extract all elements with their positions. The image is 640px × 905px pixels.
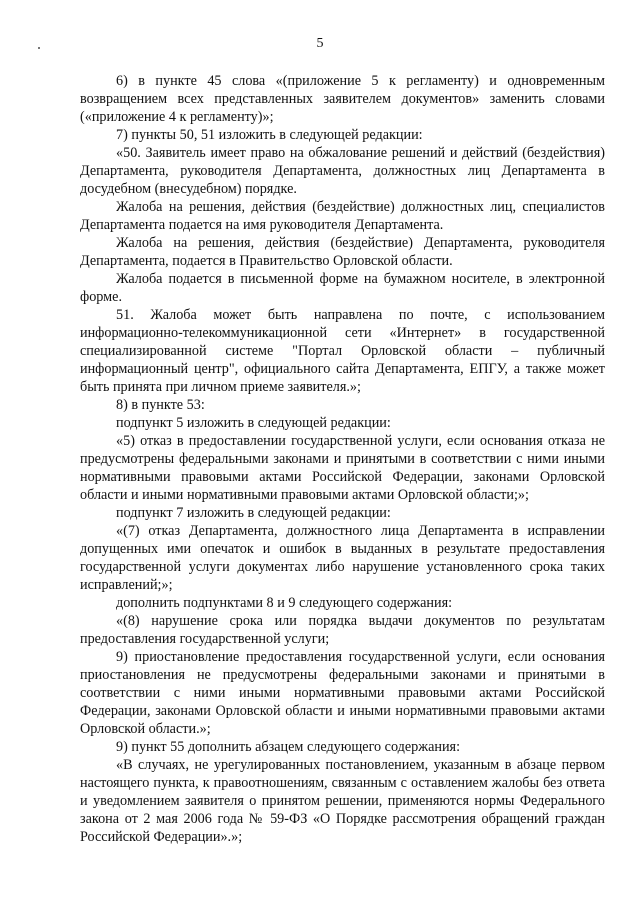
paragraph: 9) пункт 55 дополнить абзацем следующего содержания: [116, 739, 461, 755]
paragraph: «(8) нарушение срока или порядка выдачи документов по результатам предоставления государственной услуги; [80, 613, 605, 647]
paragraph: «В случаях, не урегулированных постановлением, указанным в абзаце первом настоящего пункта, к правоотношениям, связанным с оставлением жалобы без ответа и уведомлением заявителя о принятом решении, применяются нормы Федерального закона от 2 мая 2006 года № 59-ФЗ «О Порядке рассмотрения обращений граждан Российской Федерации».»; [80, 757, 605, 845]
paragraph: 8) в пункте 53: [116, 397, 205, 413]
paragraph: 9) приостановление предоставления государственной услуги, если основания приостановления не предусмотрены федеральными законами и принятыми в соответствии с ними иными нормативными правовыми актами Российской Федерации, законами Орловской области и иными нормативными правовыми актами Орловской области.»; [80, 649, 605, 737]
document-body [80, 72, 605, 846]
paragraph: 7) пункты 50, 51 изложить в следующей редакции: [116, 127, 423, 143]
paragraph: подпункт 7 изложить в следующей редакции: [116, 505, 391, 521]
paragraph: Жалоба подается в письменной форме на бумажном носителе, в электронной форме. [80, 271, 605, 305]
paragraph: дополнить подпунктами 8 и 9 следующего содержания: [116, 595, 453, 611]
paragraph: «50. Заявитель имеет право на обжалование решений и действий (бездействия) Департамента, руководителя Департамента, должностных лиц Департамента в досудебном (внесудебном) порядке. [80, 145, 605, 197]
paragraph: Жалоба на решения, действия (бездействие) должностных лиц, специалистов Департамента подается на имя руководителя Департамента. [80, 199, 605, 233]
paragraph: Жалоба на решения, действия (бездействие) Департамента, руководителя Департамента, подается в Правительство Орловской области. [80, 235, 605, 269]
paragraph: «(7) отказ Департамента, должностного лица Департамента в исправлении допущенных ими опечаток и ошибок в выданных в результате предоставления государственной услуги документах либо нарушение установленного срока таких исправлений;»; [80, 523, 605, 593]
paragraph: 51. Жалоба может быть направлена по почте, с использованием информационно-телекоммуникационной сети «Интернет» в государственной специализированной системе "Портал Орловской области – публичный информационный центр", официального сайта Департамента, ЕПГУ, а также может быть принята при личном приеме заявителя.»; [80, 307, 605, 395]
paragraph: подпункт 5 изложить в следующей редакции: [116, 415, 391, 431]
paragraph: «5) отказ в предоставлении государственной услуги, если основания отказа не предусмотрены федеральными законами и принятыми в соответствии с ними иными нормативными правовыми актами Российской Федерации, законами Орловской области и иными нормативными правовыми актами Орловской области;»; [80, 433, 605, 503]
page-number: 5 [316, 36, 324, 51]
paragraph: 6) в пункте 45 слова «(приложение 5 к регламенту) и одновременным возвращением всех представленных заявителем документов» заменить словами («приложение 4 к регламенту)»; [80, 73, 605, 125]
